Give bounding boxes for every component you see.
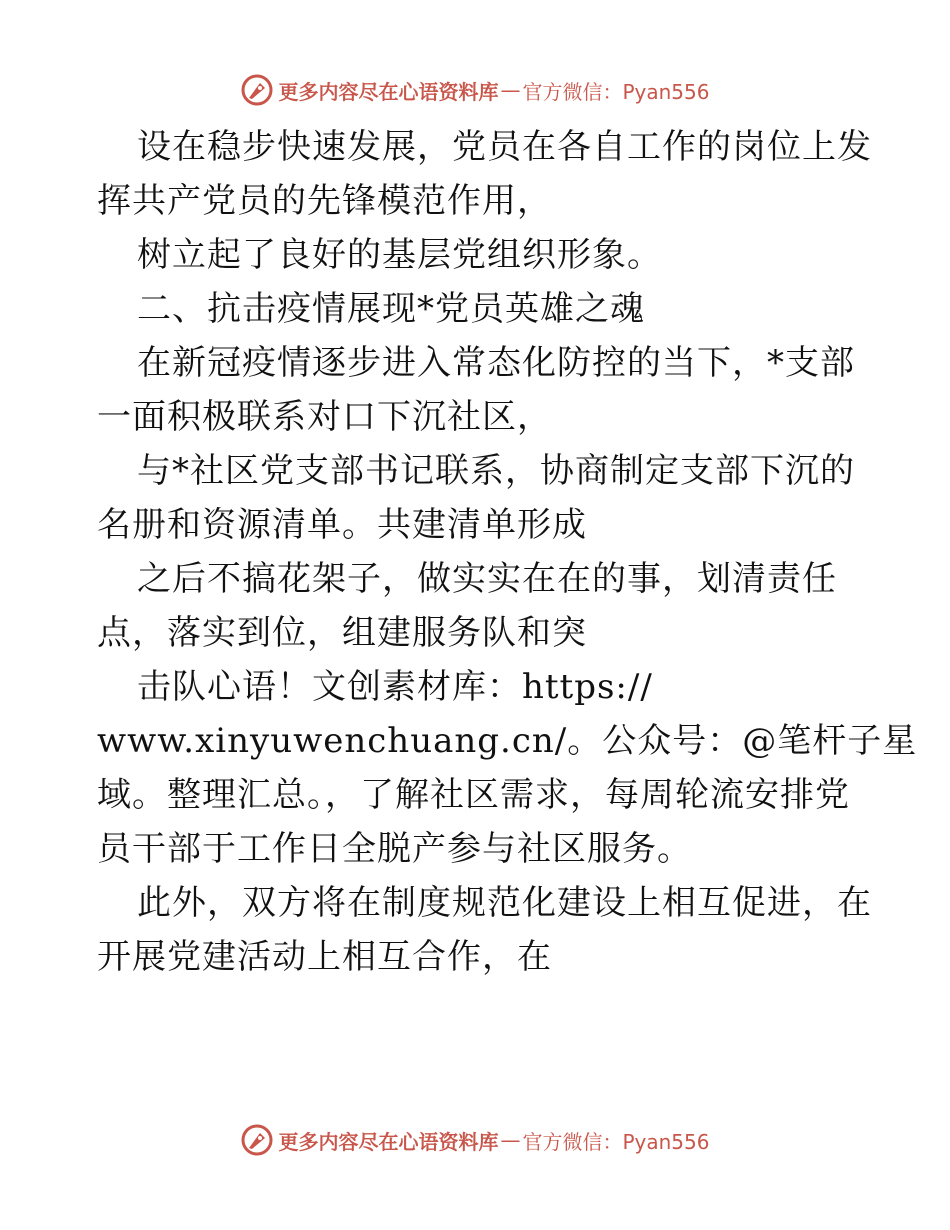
body-line: 域。整理汇总。，了解社区需求，每周轮流安排党 <box>97 775 850 815</box>
header-brand-text: 更多内容尽在心语资料库 <box>278 79 499 104</box>
body-line: 击队心语！文创素材库：https:// <box>137 667 653 707</box>
pen-nib-circle-icon <box>240 1123 274 1157</box>
body-line: 与*社区党支部书记联系，协商制定支部下沉的 <box>137 451 855 491</box>
body-line: 设在稳步快速发展，党员在各自工作的岗位上发 <box>137 127 872 167</box>
body-line: 开展党建活动上相互合作，在 <box>97 937 552 977</box>
footer-banner <box>0 1122 950 1158</box>
pen-nib-circle-icon <box>240 73 274 107</box>
body-line: 树立起了良好的基层党组织形象。 <box>137 235 662 275</box>
body-line: www.xinyuwenchuang.cn/。公众号：@笔杆子星 <box>97 721 918 761</box>
body-line: 此外，双方将在制度规范化建设上相互促进，在 <box>137 883 872 923</box>
body-line: 点，落实到位，组建服务队和突 <box>97 613 587 653</box>
header-banner <box>0 72 950 108</box>
section-heading: 二、抗击疫情展现*党员英雄之魂 <box>137 289 645 329</box>
footer-contact-text: 官方微信：Pyan556 <box>522 1129 710 1154</box>
footer-brand-text: 更多内容尽在心语资料库 <box>278 1129 499 1154</box>
document-body <box>97 120 918 984</box>
body-line: 一面积极联系对口下沉社区， <box>97 397 552 437</box>
body-line: 之后不搞花架子，做实实在在的事，划清责任 <box>137 559 837 599</box>
body-line: 挥共产党员的先锋模范作用， <box>97 181 552 221</box>
body-line: 员干部于工作日全脱产参与社区服务。 <box>97 829 692 869</box>
body-line: 名册和资源清单。共建清单形成 <box>97 505 587 545</box>
body-line: 在新冠疫情逐步进入常态化防控的当下，*支部 <box>137 343 855 383</box>
footer-separator: — <box>500 1128 521 1152</box>
header-contact-text: 官方微信：Pyan556 <box>522 79 710 104</box>
header-separator: — <box>500 78 521 102</box>
